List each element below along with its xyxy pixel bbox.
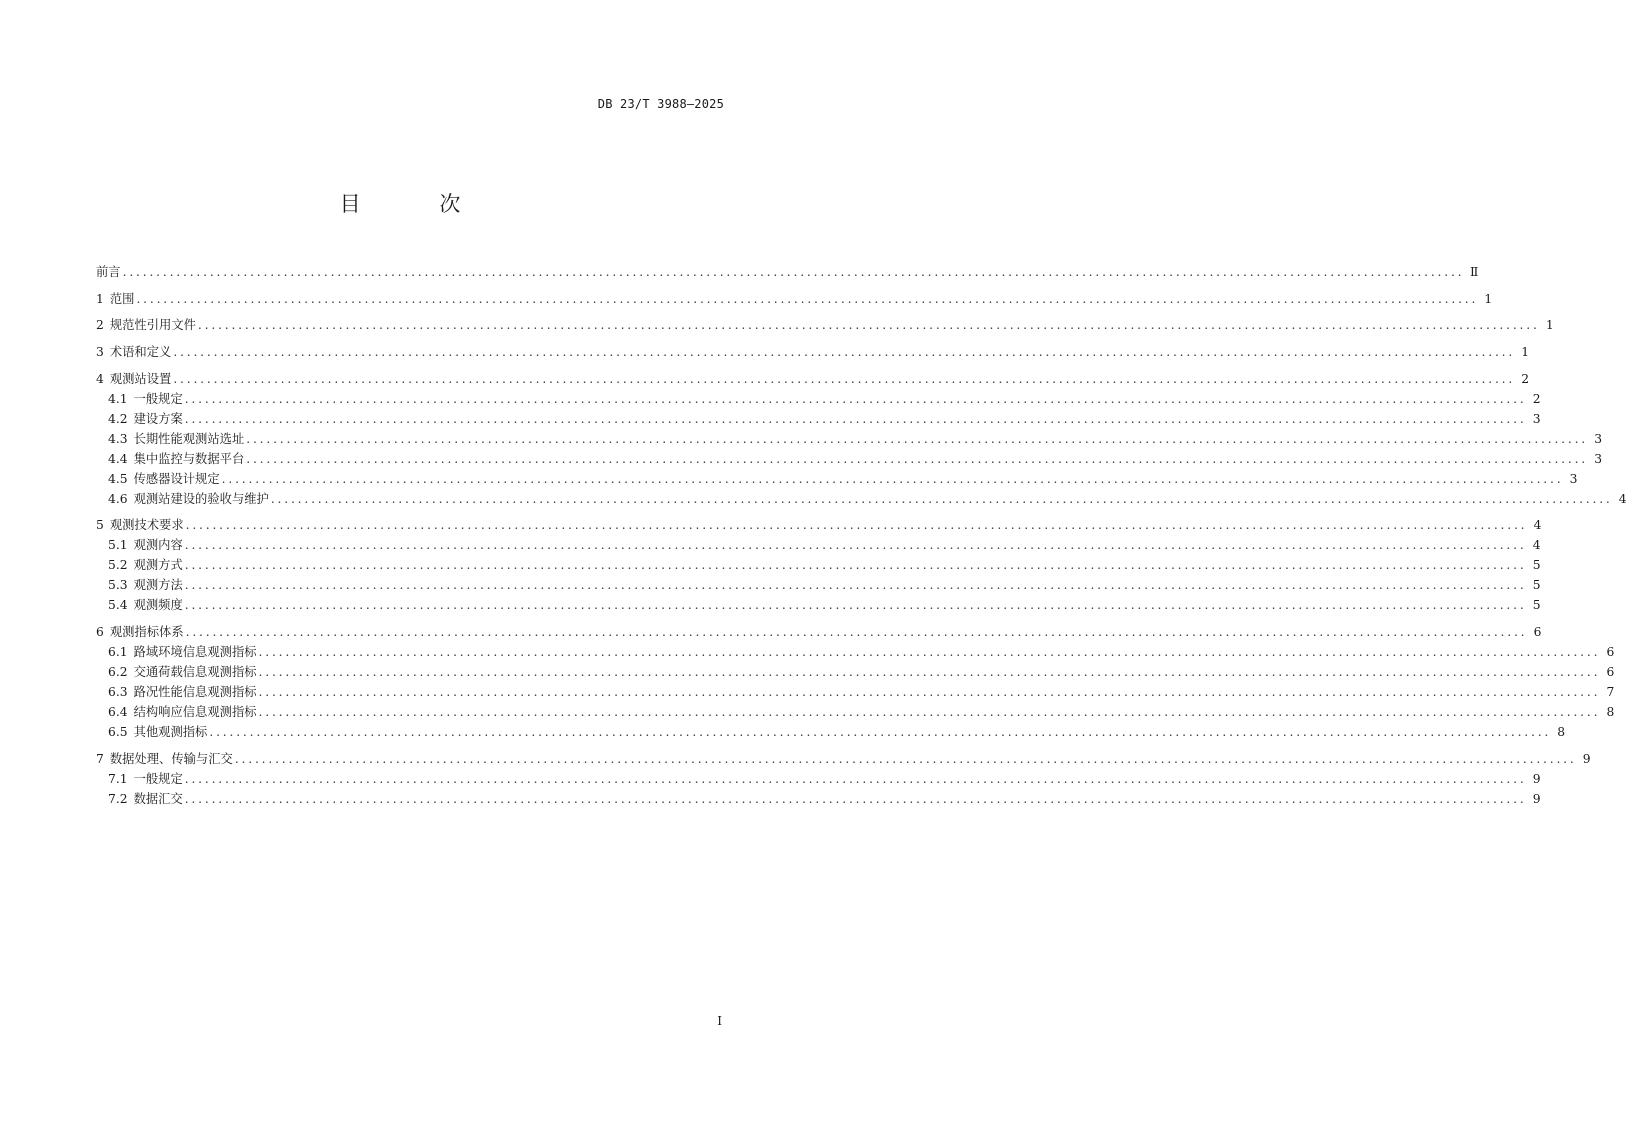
toc-entry-page: 5 bbox=[1532, 558, 1541, 573]
toc-entry-page: 2 bbox=[1532, 391, 1541, 406]
toc-entry[interactable] bbox=[96, 769, 1541, 789]
toc-entry-number: 4 bbox=[96, 371, 104, 386]
toc-entry-label bbox=[108, 702, 259, 722]
toc-leader-dots: ........................................................................................................................................................................................................ bbox=[185, 518, 1528, 533]
toc-entry-text: 范围 bbox=[109, 291, 135, 306]
toc-entry-number: 7 bbox=[96, 751, 104, 766]
toc-leader-dots: ........................................................................................................................................................................................................ bbox=[209, 725, 1552, 740]
toc-entry-number: 4.5 bbox=[108, 471, 128, 486]
toc-entry-label bbox=[108, 682, 259, 702]
toc-entry-label bbox=[108, 555, 185, 575]
toc-entry-page: Ⅱ bbox=[1470, 265, 1479, 279]
toc-entry-text: 观测方式 bbox=[133, 558, 183, 573]
toc-leader-dots: ........................................................................................................................................................................................................ bbox=[173, 345, 1516, 360]
toc-entry-label bbox=[108, 595, 185, 615]
toc-entry-page: 4 bbox=[1618, 491, 1627, 506]
toc-entry-label bbox=[108, 642, 259, 662]
toc-leader-dots: ........................................................................................................................................................................................................ bbox=[184, 391, 1527, 406]
toc-entry-page: 3 bbox=[1594, 451, 1603, 466]
toc-entry[interactable] bbox=[96, 389, 1541, 409]
toc-entry-page: 9 bbox=[1532, 771, 1541, 786]
toc-leader-dots: ........................................................................................................................................................................................................ bbox=[173, 371, 1516, 386]
toc-entry-text: 规范性引用文件 bbox=[109, 318, 196, 333]
toc-entry-number: 5.4 bbox=[108, 598, 128, 613]
toc-entry[interactable] bbox=[96, 662, 1615, 682]
toc-entry[interactable] bbox=[96, 315, 1554, 335]
toc-leader-dots: ........................................................................................................................................................................................................ bbox=[184, 538, 1527, 553]
toc-entry-label bbox=[96, 342, 173, 362]
toc-leader-dots: ........................................................................................................................................................................................................ bbox=[184, 771, 1527, 786]
toc-entry-number: 6.5 bbox=[108, 725, 128, 740]
toc-entry[interactable] bbox=[96, 722, 1566, 742]
toc-entry-number: 4.3 bbox=[108, 431, 128, 446]
toc-entry-text: 结构响应信息观测指标 bbox=[133, 705, 257, 720]
toc-entry-page: 5 bbox=[1532, 578, 1541, 593]
toc-entry[interactable] bbox=[96, 555, 1541, 575]
toc-leader-dots: ........................................................................................................................................................................................................ bbox=[197, 318, 1540, 333]
toc-leader-dots: ........................................................................................................................................................................................................ bbox=[184, 558, 1527, 573]
toc-entry[interactable] bbox=[96, 642, 1615, 662]
toc-entry[interactable] bbox=[96, 342, 1530, 362]
toc-entry[interactable] bbox=[96, 409, 1541, 429]
toc-leader-dots: ........................................................................................................................................................................................................ bbox=[184, 598, 1527, 613]
toc-entry[interactable] bbox=[96, 469, 1578, 489]
toc-entry-number: 4.6 bbox=[108, 491, 128, 506]
toc-entry-text: 集中监控与数据平台 bbox=[133, 451, 245, 466]
toc-entry-text: 数据汇交 bbox=[133, 791, 183, 806]
toc-leader-dots: ........................................................................................................................................................................................................ bbox=[184, 791, 1527, 806]
toc-entry-text: 一般规定 bbox=[133, 391, 183, 406]
toc-entry-label bbox=[108, 789, 185, 809]
toc-entry-page: 9 bbox=[1582, 751, 1591, 766]
toc-entry-number: 4.4 bbox=[108, 451, 128, 466]
toc-leader-dots: ........................................................................................................................................................................................................ bbox=[185, 625, 1528, 640]
toc-entry-text: 路况性能信息观测指标 bbox=[133, 685, 257, 700]
toc-entry-label bbox=[108, 389, 185, 409]
toc-entry-label bbox=[96, 622, 186, 642]
table-of-contents bbox=[96, 262, 1627, 809]
toc-leader-dots: ........................................................................................................................................................................................................ bbox=[258, 665, 1601, 680]
toc-entry[interactable] bbox=[96, 262, 1479, 282]
toc-leader-dots: ........................................................................................................................................................................................................ bbox=[258, 645, 1601, 660]
toc-entry-number: 5 bbox=[96, 518, 104, 533]
toc-entry-label bbox=[108, 575, 185, 595]
toc-entry-text: 传感器设计规定 bbox=[133, 471, 220, 486]
toc-entry-number: 6.4 bbox=[108, 705, 128, 720]
toc-entry-text: 其他观测指标 bbox=[133, 725, 208, 740]
toc-leader-dots: ........................................................................................................................................................................................................ bbox=[258, 705, 1601, 720]
toc-entry-page: 3 bbox=[1569, 471, 1578, 486]
page-title: 目 次 bbox=[339, 192, 497, 216]
toc-entry[interactable] bbox=[96, 575, 1541, 595]
toc-entry-page: 1 bbox=[1484, 291, 1493, 306]
toc-entry-label bbox=[108, 769, 185, 789]
toc-entry-label bbox=[108, 535, 185, 555]
toc-entry-text: 观测频度 bbox=[133, 598, 183, 613]
toc-entry-label bbox=[96, 515, 186, 535]
toc-entry-label bbox=[108, 429, 246, 449]
toc-entry-text: 前言 bbox=[96, 265, 121, 279]
toc-entry-number: 3 bbox=[96, 345, 104, 360]
toc-entry-label bbox=[96, 289, 136, 309]
toc-leader-dots: ........................................................................................................................................................................................................ bbox=[258, 685, 1601, 700]
toc-entry-page: 2 bbox=[1521, 371, 1530, 386]
toc-leader-dots: ........................................................................................................................................................................................................ bbox=[270, 491, 1613, 506]
toc-entry-text: 观测站设置 bbox=[109, 371, 172, 386]
toc-leader-dots: ........................................................................................................................................................................................................ bbox=[184, 411, 1527, 426]
toc-entry[interactable] bbox=[96, 622, 1542, 642]
toc-entry-label bbox=[108, 662, 259, 682]
toc-entry[interactable] bbox=[96, 595, 1541, 615]
toc-entry-page: 4 bbox=[1533, 518, 1542, 533]
toc-entry[interactable] bbox=[96, 429, 1603, 449]
toc-entry-number: 4.2 bbox=[108, 411, 128, 426]
toc-entry-text: 观测技术要求 bbox=[109, 518, 184, 533]
toc-entry-page: 8 bbox=[1606, 705, 1615, 720]
toc-entry-number: 2 bbox=[96, 318, 104, 333]
toc-entry-text: 路域环境信息观测指标 bbox=[133, 645, 257, 660]
toc-entry-page: 9 bbox=[1532, 791, 1541, 806]
toc-entry-label bbox=[96, 315, 198, 335]
toc-entry-number: 5.2 bbox=[108, 558, 128, 573]
toc-entry-label bbox=[108, 489, 271, 509]
toc-entry-label bbox=[108, 469, 222, 489]
toc-entry-text: 观测指标体系 bbox=[109, 625, 184, 640]
toc-entry-number: 6.1 bbox=[108, 645, 128, 660]
toc-entry-page: 6 bbox=[1606, 645, 1615, 660]
toc-entry-text: 术语和定义 bbox=[109, 345, 172, 360]
toc-entry[interactable] bbox=[96, 515, 1542, 535]
toc-entry-text: 观测站建设的验收与维护 bbox=[133, 491, 269, 506]
toc-entry-number: 7.1 bbox=[108, 771, 128, 786]
toc-leader-dots: ........................................................................................................................................................................................................ bbox=[221, 471, 1564, 486]
toc-entry[interactable] bbox=[96, 489, 1627, 509]
toc-entry-text: 交通荷载信息观测指标 bbox=[133, 665, 257, 680]
toc-entry-label bbox=[108, 409, 185, 429]
toc-entry-label bbox=[108, 449, 246, 469]
toc-entry-label bbox=[96, 369, 173, 389]
toc-entry[interactable] bbox=[96, 535, 1541, 555]
toc-leader-dots: ........................................................................................................................................................................................................ bbox=[136, 291, 1479, 306]
toc-leader-dots: ........................................................................................................................................................................................................ bbox=[184, 578, 1527, 593]
toc-entry-page: 7 bbox=[1606, 685, 1615, 700]
toc-entry-page: 6 bbox=[1606, 665, 1615, 680]
toc-entry-text: 数据处理、传输与汇交 bbox=[109, 751, 233, 766]
toc-entry-number: 6 bbox=[96, 625, 104, 640]
toc-entry-text: 观测方法 bbox=[133, 578, 183, 593]
toc-entry-text: 一般规定 bbox=[133, 771, 183, 786]
toc-entry[interactable] bbox=[96, 289, 1493, 309]
toc-entry[interactable] bbox=[96, 682, 1615, 702]
toc-leader-dots: ........................................................................................................................................................................................................ bbox=[122, 265, 1465, 279]
toc-entry-page: 8 bbox=[1557, 725, 1566, 740]
toc-entry[interactable] bbox=[96, 449, 1603, 469]
document-code: DB 23/T 3988—2025 bbox=[597, 97, 724, 111]
toc-entry[interactable] bbox=[96, 789, 1541, 809]
toc-entry-number: 6.2 bbox=[108, 665, 128, 680]
toc-entry-page: 1 bbox=[1545, 318, 1554, 333]
toc-entry-number: 6.3 bbox=[108, 685, 128, 700]
toc-entry-text: 长期性能观测站选址 bbox=[133, 431, 245, 446]
toc-entry-text: 观测内容 bbox=[133, 538, 183, 553]
toc-entry-label bbox=[96, 262, 123, 282]
toc-entry-page: 6 bbox=[1533, 625, 1542, 640]
toc-entry-page: 1 bbox=[1521, 345, 1530, 360]
toc-entry-label bbox=[96, 749, 235, 769]
toc-leader-dots: ........................................................................................................................................................................................................ bbox=[246, 451, 1589, 466]
toc-entry[interactable] bbox=[96, 702, 1615, 722]
toc-entry[interactable] bbox=[96, 749, 1591, 769]
toc-leader-dots: ........................................................................................................................................................................................................ bbox=[246, 431, 1589, 446]
toc-entry-label bbox=[108, 722, 209, 742]
page-number: I bbox=[717, 1014, 722, 1028]
toc-entry-number: 5.3 bbox=[108, 578, 128, 593]
toc-entry-text: 建设方案 bbox=[133, 411, 183, 426]
toc-entry[interactable] bbox=[96, 369, 1530, 389]
toc-entry-number: 4.1 bbox=[108, 391, 128, 406]
toc-entry-number: 1 bbox=[96, 291, 104, 306]
toc-entry-number: 7.2 bbox=[108, 791, 128, 806]
toc-entry-number: 5.1 bbox=[108, 538, 128, 553]
toc-entry-page: 4 bbox=[1532, 538, 1541, 553]
toc-entry-page: 3 bbox=[1532, 411, 1541, 426]
toc-leader-dots: ........................................................................................................................................................................................................ bbox=[234, 751, 1577, 766]
toc-entry-page: 5 bbox=[1532, 598, 1541, 613]
toc-entry-page: 3 bbox=[1594, 431, 1603, 446]
